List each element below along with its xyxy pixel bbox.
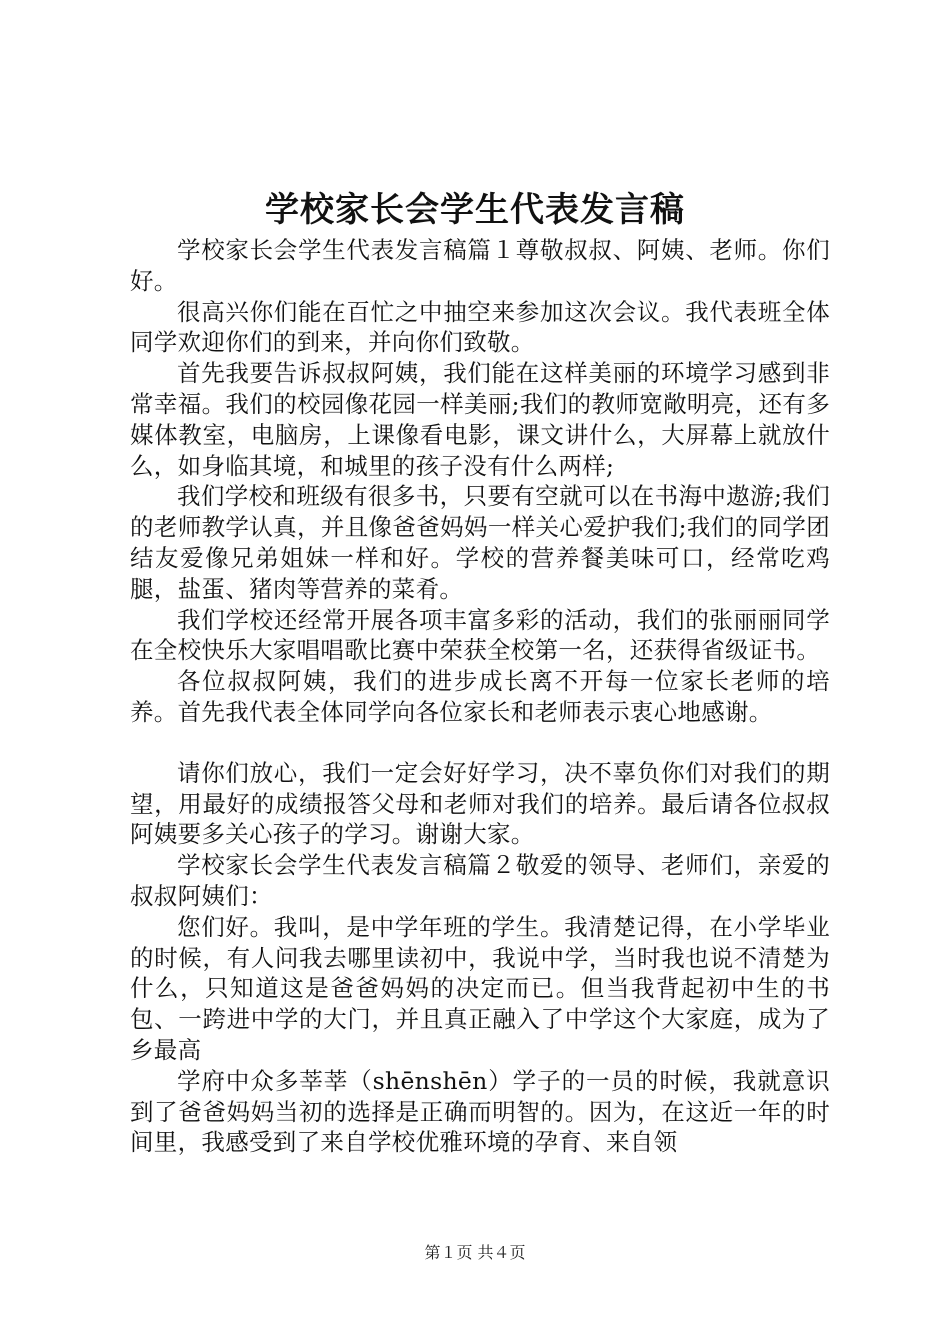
paragraph: 我们学校和班级有很多书，只要有空就可以在书海中遨游;我们的老师教学认真，并且像爸爸妈妈一样关心爱护我们;我们的同学团结友爱像兄弟姐妹一样和好。学校的营养餐美味可口，经常吃鸡腿，盐蛋、猪肉等营养的菜肴。	[130, 482, 830, 603]
document-body	[130, 235, 830, 1158]
paragraph: 很高兴你们能在百忙之中抽空来参加这次会议。我代表班全体同学欢迎你们的到来，并向你们致敬。	[130, 297, 830, 357]
paragraph: 首先我要告诉叔叔阿姨，我们能在这样美丽的环境学习感到非常幸福。我们的校园像花园一样美丽;我们的教师宽敞明亮，还有多媒体教室，电脑房，上课像看电影，课文讲什么，大屏幕上就放什么，如身临其境，和城里的孩子没有什么两样;	[130, 359, 830, 480]
paragraph: 请你们放心，我们一定会好好学习，决不辜负你们对我们的期望，用最好的成绩报答父母和老师对我们的培养。最后请各位叔叔阿姨要多关心孩子的学习。谢谢大家。	[130, 758, 830, 849]
paragraph: 您们好。我叫，是中学年班的学生。我清楚记得，在小学毕业的时候，有人问我去哪里读初中，我说中学，当时我也说不清楚为什么，只知道这是爸爸妈妈的决定而已。但当我背起初中生的书包、一跨进中学的大门，并且真正融入了中学这个大家庭，成为了乡最高	[130, 912, 830, 1064]
paragraph: 我们学校还经常开展各项丰富多彩的活动，我们的张丽丽同学在全校快乐大家唱唱歌比赛中荣获全校第一名，还获得省级证书。	[130, 605, 830, 665]
page-footer: 第１页 共４页	[424, 1243, 526, 1262]
paragraph: 学校家长会学生代表发言稿篇２敬爱的领导、老师们，亲爱的叔叔阿姨们：	[130, 851, 830, 910]
paragraph: 各位叔叔阿姨，我们的进步成长离不开每一位家长老师的培养。首先我代表全体同学向各位家长和老师表示衷心地感谢。	[130, 667, 830, 726]
document-title: 学校家长会学生代表发言稿	[265, 190, 685, 230]
paragraph: 学校家长会学生代表发言稿篇１尊敬叔叔、阿姨、老师。你们好。	[130, 236, 830, 295]
paragraph: 学府中众多莘莘（shēnshēn）学子的一员的时候，我就意识到了爸爸妈妈当初的选择是正确而明智的。因为，在这近一年的时间里，我感受到了来自学校优雅环境的孕育、来自领	[130, 1066, 830, 1157]
